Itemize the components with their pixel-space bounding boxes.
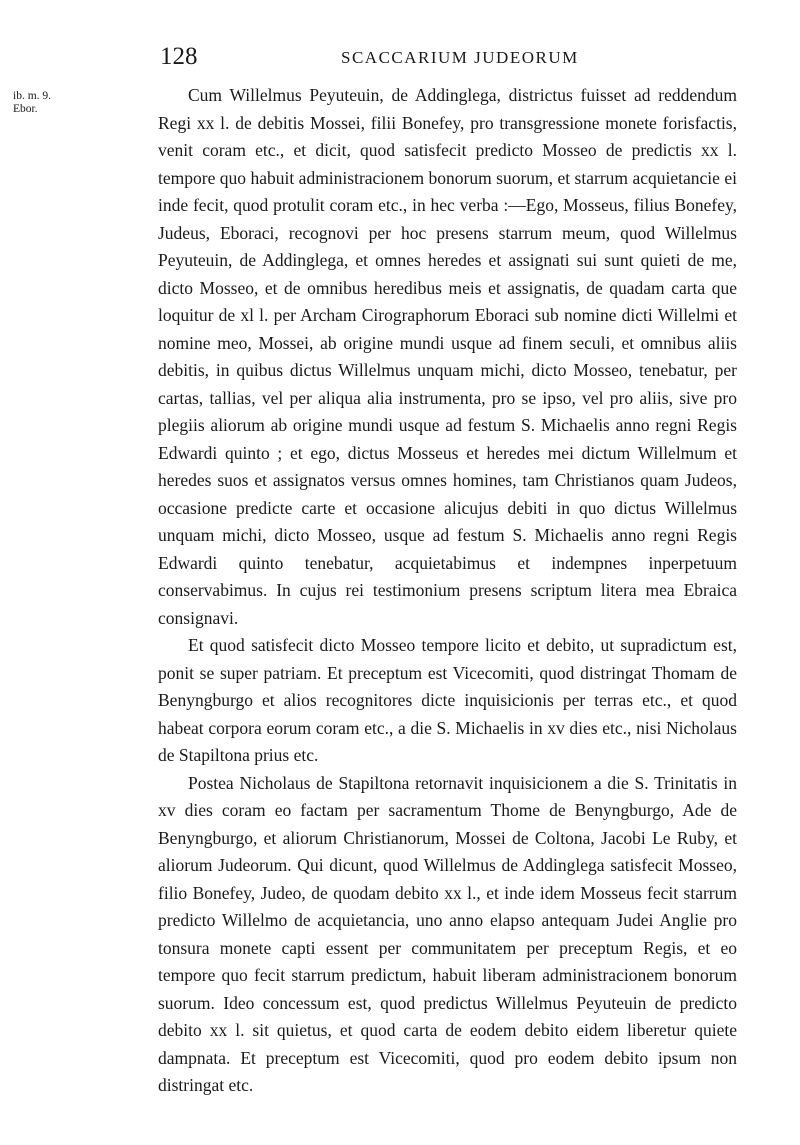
paragraph: Et quod satisfecit dicto Mosseo tempore licito et debito, ut supradictum est, ponit se super patriam. Et preceptum est Vicecomiti, quod distringat Thomam de Benyngburgo et alios recognitores dicte inquisicionis per terras etc., et quod habeat corpora eorum coram etc., a die S. Michaelis in xv dies etc., nisi Nicholaus de Stapiltona prius etc. [158, 635, 737, 765]
page-number: 128 [160, 43, 198, 70]
running-title: SCACCARIUM JUDEORUM [341, 48, 579, 67]
margin-note-reference: ib. m. 9. [13, 90, 52, 102]
paragraph: Cum Willelmus Peyuteuin, de Addinglega, districtus fuisset ad reddendum Regi xx l. de debitis Mossei, filii Bonefey, pro transgressione monete forisfactis, venit coram etc., et dicit, quod satisfecit predicto Mosseo de predictis xx l. tempore quo habuit administracionem bonorum suorum, et starrum acquietancie ei inde fecit, quod protulit coram etc., in hec verba :—Ego, Mosseus, filius Bonefey, Judeus, Eboraci, recognovi per hoc presens starrum meum, quod Willelmus Peyuteuin, de Addinglega, et omnes heredes et assignati sui sunt quieti de me, dicto Mosseo, et de omnibus heredibus meis et assignatis, de quadam carta que loquitur de xl l. per Archam Cirographorum Eboraci sub nomine dicti Willelmi et nomine meo, Mossei, ab origine mundi usque ad finem seculi, et omnibus aliis debitis, in quibus dictus Willelmus unquam michi, dicto Mosseo, tenebatur, per cartas, tallias, vel per aliqua alia instrumenta, pro se ipso, vel pro aliis, sive pro plegiis aliorum ab origine mundi usque ad festum S. Michaelis anno regni Regis Edwardi quinto ; et ego, dictus Mosseus et heredes mei dictum Willelmum et heredes suos et assignatos versus omnes homines, tam Christianos quam Judeos, occasione predicte carte et occasione alicujus debiti in quo dictus Willelmus unquam michi, dicto Mosseo, usque ad festum S. Michaelis anno regni Regis Edwardi quinto tenebatur, acquietabimus et indempnes inperpetuum conservabimus. In cujus rei testimonium presens scriptum litera mea Ebraica consignavi. [158, 85, 737, 628]
running-head [0, 42, 800, 72]
margin-note-place: Ebor. [13, 103, 38, 115]
margin-note [13, 90, 73, 116]
body-text [158, 82, 737, 1100]
paragraph: Postea Nicholaus de Stapiltona retornavit inquisicionem a die S. Trinitatis in xv dies coram eo factam per sacramentum Thome de Benyngburgo, Ade de Benyngburgo, et aliorum Christianorum, Mossei de Coltona, Jacobi Le Ruby, et aliorum Judeorum. Qui dicunt, quod Willelmus de Addinglega satisfecit Mosseo, filio Bonefey, Judeo, de quodam debito xx l., et inde idem Mosseus fecit starrum predicto Willelmo de acquietancia, uno anno elapso antequam Judei Anglie pro tonsura monete capti essent per communitatem per preceptum Regis, et eo tempore quo fecit starrum predictum, habuit liberam administracionem bonorum suorum. Ideo concessum est, quod predictus Willelmus Peyuteuin de predicto debito xx l. sit quietus, et quod carta de eodem debito eidem liberetur quiete dampnata. Et preceptum est Vicecomiti, quod pro eodem debito ipsum non distringat etc. [158, 772, 737, 1095]
